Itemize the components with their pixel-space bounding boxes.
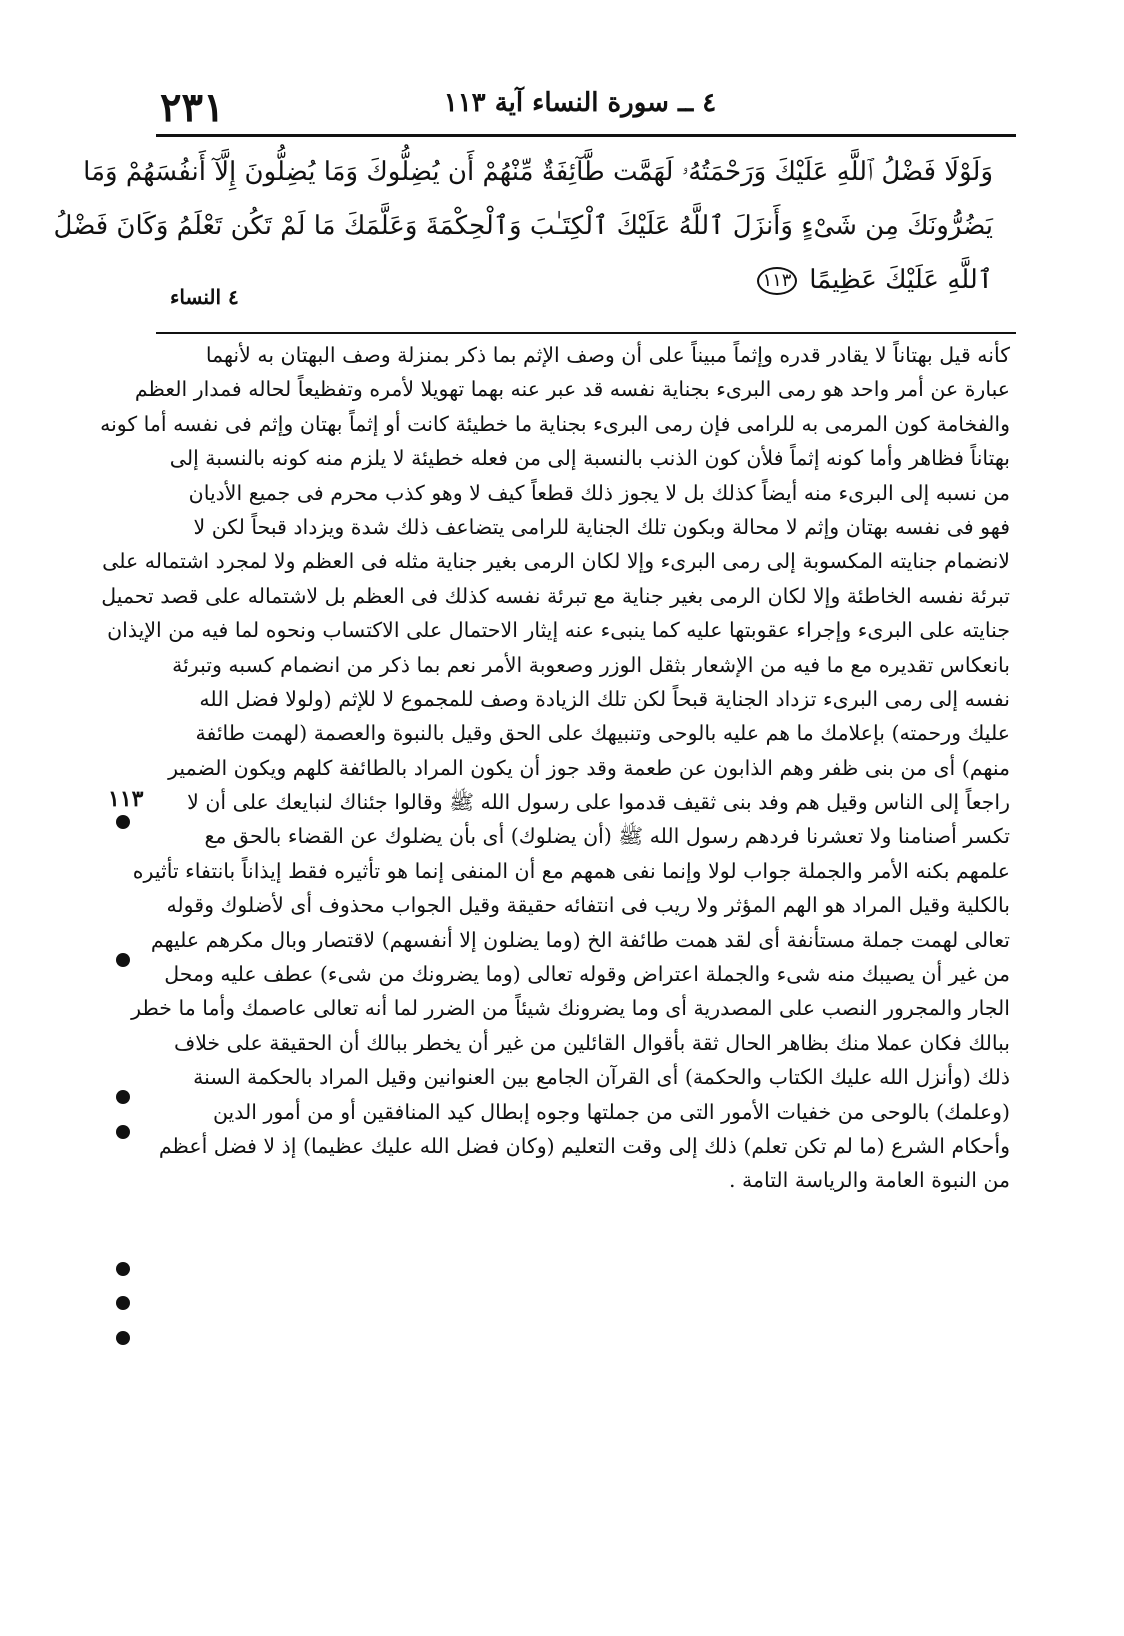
commentary-line: بالكلية وقيل المراد هو الهم المؤثر ولا ريب فى انتفائه حقيقة وقيل الجواب محذوف أى لأضلوك وقوله (166, 893, 1010, 918)
commentary-line: منهم) أى من بنى ظفر وهم الذابون عن طعمة وقد جوز أن يكون المراد بالطائفة كلهم ويكون الضمير (168, 755, 1010, 780)
quran-verse-block (53, 145, 993, 307)
surah-tag: ٤ النساء (170, 285, 239, 309)
commentary-line: نفسه إلى رمى البرىء تزداد الجناية قبحاً لكن تلك الزيادة وصف للمجموع لا للإثم (ولولا فضل الله (199, 686, 1010, 711)
commentary-line: من غير أن يصيبك منه شىء والجملة اعتراض وقوله تعالى (وما يضرونك من شىء) عطف عليه ومحل (164, 962, 1010, 987)
section-divider (156, 332, 1016, 334)
bullet-marker (116, 953, 130, 967)
bullet-marker (116, 1331, 130, 1345)
verse-end-marker: ١١٣ (757, 267, 797, 295)
commentary-line: من النبوة العامة والرياسة التامة . (729, 1168, 1010, 1193)
commentary-line: فهو فى نفسه بهتان وإثم لا محالة وبكون تلك الجناية للرامى يتضاعف ذلك شدة ويزداد قبحاً لكن لا (193, 514, 1010, 539)
running-header: ٤ ــ سورة النساء آية ١١٣ (443, 88, 717, 118)
quran-line-text: ٱللَّهِ عَلَيْكَ عَظِيمًا (809, 265, 993, 295)
commentary-line: ببالك فكان عملا منك بظاهر الحال ثقة بأقوال القائلين من غير أن يخطر ببالك أن الحقيقة على خلاف (173, 1030, 1010, 1055)
commentary-line: راجعاً إلى الناس وقيل هم وفد بنى ثقيف قدموا على رسول الله ﷺ وقالوا جئناك لنبايعك على أن لا (187, 790, 1010, 815)
page-number: ٢٣١ (160, 84, 225, 131)
commentary-line: لانضمام جنايته المكسوبة إلى رمى البرىء وإلا لكان الرمى بغير جناية مثله فى العظم ولا لمجرد اشتماله على (102, 549, 1010, 574)
commentary-line: وأحكام الشرع (ما لم تكن تعلم) ذلك إلى وقت التعليم (وكان فضل الله عليك عظيما) إذ لا فضل أعظم (158, 1133, 1010, 1158)
commentary-line: (وعلمك) بالوحى من خفيات الأمور التى من جملتها وجوه إبطال كيد المنافقين أو من أمور الدين (212, 1099, 1010, 1124)
verse-number-margin: ١١٣ (108, 786, 144, 812)
commentary-line: كأنه قيل بهتاناً لا يقادر قدره وإثماً مبيناً على أن وصف الإثم بما ذكر بمنزلة وصف البهتان به لأنهما (205, 343, 1010, 367)
commentary-line: والفخامة كون المرمى به للرامى فإن رمى البرىء بجناية ما خطيئة كانت أو إثماً بهتان وإثم فى نفسه أما كونه (100, 411, 1010, 436)
commentary-line: جنايته على البرىء وإجراء عقوبتها عليه كما ينبىء عنه إيثار الاحتمال على الاكتساب ونحوه لما فيه من الإيذان (107, 618, 1010, 643)
quran-line: وَلَوْلَا فَضْلُ ٱللَّهِ عَلَيْكَ وَرَحْمَتُهُۥ لَهَمَّت طَّآئِفَةٌ مِّنْهُمْ أَن يُضِلُّوكَ وَمَا يُضِلُّونَ إِلَّآ أَنفُسَهُمْ وَمَا (83, 157, 993, 187)
commentary-line: عبارة عن أمر واحد هو رمى البرىء بجناية نفسه قد عبر عنه بهما تهويلا لأمره وتفظيعاً لحاله فمدار العظم (134, 377, 1010, 402)
commentary-line: تبرئة نفسه الخاطئة وإلا لكان الرمى بغير جناية مع تبرئة نفسه كذلك فى العظم بل لاشتماله على قصد تحميل (101, 583, 1010, 608)
header-rule (156, 134, 1016, 137)
bullet-marker (116, 815, 130, 829)
commentary-line: من نسبه إلى البرىء منه أيضاً كذلك بل لا يجوز ذلك قطعاً كيف لا وهو كذب محرم فى جميع الأديان (188, 480, 1010, 505)
bullet-marker (116, 1296, 130, 1310)
quran-line (185, 253, 993, 307)
bullet-marker (116, 1090, 130, 1104)
commentary-line: الجار والمجرور النصب على المصدرية أى وما يضرونك شيئاً من الضرر لما أنه تعالى عاصمك وأما ما خطر (131, 996, 1010, 1021)
commentary-line: تعالى لهمت جملة مستأنفة أى لقد همت طائفة الخ (وما يضلون إلا أنفسهم) لاقتصار وبال مكرهم عليهم (150, 927, 1010, 952)
commentary-line: بهتاناً فظاهر وأما كونه إثماً فلأن كون الذنب بالنسبة إلى من فعله خطيئة لا يلزم منه كونه بالنسبة إلى (169, 446, 1010, 471)
quran-line: يَضُرُّونَكَ مِن شَىْءٍ وَأَنزَلَ ٱللَّهُ عَلَيْكَ ٱلْكِتَـٰبَ وَٱلْحِكْمَةَ وَعَلَّمَكَ مَا لَمْ تَكُن تَعْلَمُ وَكَانَ فَضْلُ (53, 211, 993, 241)
commentary-line: عليك ورحمته) بإعلامك ما هم عليه بالوحى وتنبيهك على الحق وقيل بالنبوة والعصمة (لهمت طائفة (195, 721, 1010, 746)
bullet-marker (116, 1262, 130, 1276)
commentary-line: تكسر أصنامنا ولا تعشرنا فردهم رسول الله ﷺ (أن يضلوك) أى بأن يضلوك عن القضاء بالحق مع (204, 824, 1010, 849)
commentary-line: علمهم بكنه الأمر والجملة جواب لولا وإنما نفى همهم مع أن المنفى إنما هو تأثيره فقط إيذاناً بانتفاء تأثيره (132, 858, 1010, 883)
bullet-marker (116, 1125, 130, 1139)
commentary-line: ذلك (وأنزل الله عليك الكتاب والحكمة) أى القرآن الجامع بين العنوانين وقيل المراد بالحكمة السنة (193, 1065, 1010, 1090)
commentary-line: بانعكاس تقديره مع ما فيه من الإشعار بثقل الوزر وصعوبة الأمر نعم بما ذكر من انضمام كسبه وتبرئة (172, 652, 1010, 677)
